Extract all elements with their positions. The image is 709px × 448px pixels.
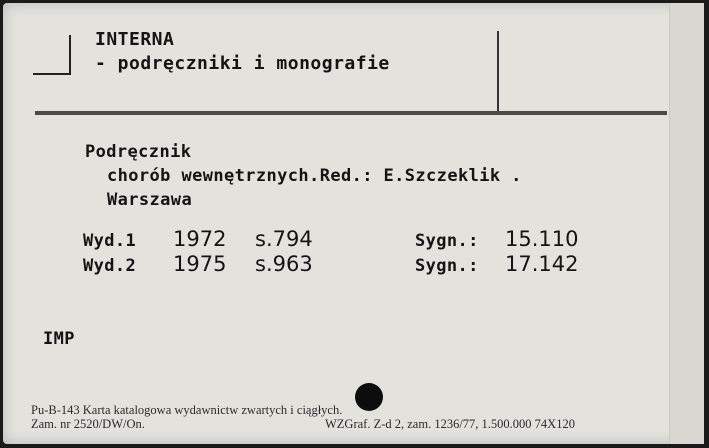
edition-1-year: 1972 xyxy=(173,227,227,251)
punch-hole xyxy=(355,383,383,411)
header-subcategory: - podręczniki i monografie xyxy=(95,53,390,74)
edition-2-label: Wyd.2 xyxy=(83,256,137,276)
footer-line2-right: WZGraf. Z-d 2, zam. 1236/77, 1.500.000 74X120 xyxy=(325,417,575,431)
footer-line2-left: Zam. nr 2520/DW/On. xyxy=(31,417,145,431)
entry-title-line2: chorób wewnętrznych.Red.: E.Szczeklik . xyxy=(107,166,522,186)
corner-bracket-horizontal xyxy=(33,73,69,75)
publisher-mark: IMP xyxy=(43,329,75,349)
footer-line1: Pu-B-143 Karta katalogowa wydawnictw zwartych i ciągłych. xyxy=(31,403,343,417)
entry-title-line3: Warszawa xyxy=(107,190,193,210)
header-divider-horizontal xyxy=(35,111,667,115)
edition-1-sygn: 15.110 xyxy=(505,227,579,251)
card-edge xyxy=(669,3,704,444)
edition-2-sygn: 17.142 xyxy=(505,252,579,276)
corner-bracket-vertical xyxy=(69,35,71,75)
catalog-card xyxy=(3,3,704,444)
edition-2-year: 1975 xyxy=(173,252,227,276)
edition-2-pages: s.963 xyxy=(255,252,313,276)
header-category: INTERNA xyxy=(95,29,175,50)
edition-1-pages: s.794 xyxy=(255,227,313,251)
edition-1-sygn-label: Sygn.: xyxy=(415,231,479,251)
edition-2-sygn-label: Sygn.: xyxy=(415,256,479,276)
header-divider-vertical xyxy=(497,31,499,113)
entry-title-line1: Podręcznik xyxy=(85,142,192,162)
edition-1-label: Wyd.1 xyxy=(83,231,137,251)
